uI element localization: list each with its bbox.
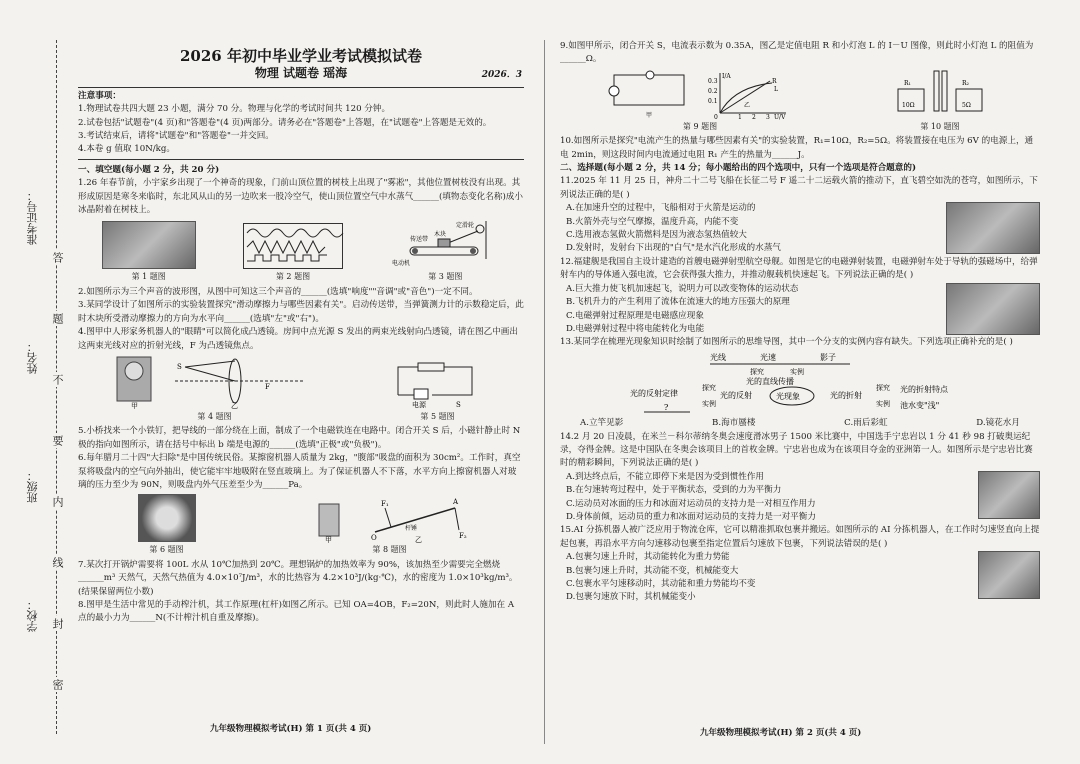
- question-14: 14.2 月 20 日凌晨，在米兰－科尔蒂纳冬奥会速度滑冰男子 1500 米比赛中，中国选手宁忠岩以 1 分 41 秒 98 打破奥运纪录，夺得金牌。这是中国队在冬奥会该项目上的首枚金牌。宁忠岩也成为在该项目夺金的亚洲第一人。如图所示是宁忠岩比赛时的精彩瞬间，下列说法正确的是( ): [560, 431, 1033, 469]
- figure-caption: 第 4 题图: [197, 411, 232, 421]
- mm-example: 实例: [876, 399, 890, 408]
- q11-options: [560, 202, 946, 256]
- q15-options: [560, 551, 978, 605]
- conveyor-diagram: [390, 219, 500, 269]
- notes-heading: 注意事项：: [78, 90, 121, 101]
- robot-arm-photo: [978, 551, 1040, 599]
- figure-6: [138, 494, 196, 556]
- label-5ohm: 5Ω: [962, 101, 971, 109]
- mm-refract-feature: 光的折射特点: [900, 384, 948, 394]
- field-class: 班级：: [26, 470, 39, 503]
- option[interactable]: B.在匀速转弯过程中，处于平衡状态，受到的力为平衡力: [566, 485, 782, 496]
- seal-marks: [50, 250, 64, 692]
- figure-4: [115, 355, 315, 423]
- figure-2: [243, 223, 343, 283]
- field-id: 准考证号：: [26, 190, 39, 245]
- option[interactable]: D.身体前倾，运动员的重力和冰面对运动员的支持力是一对平衡力: [566, 511, 816, 522]
- mm-shadow: 影子: [820, 352, 836, 362]
- label-motor: 电动机: [392, 260, 411, 268]
- notes-box: [78, 87, 524, 160]
- mm-explore: 探究: [750, 367, 764, 376]
- question-8: 8.图甲是生活中常见的手动榨汁机，其工作原理(杠杆)如图乙所示。已知 OA=4OB，F₂=20N，则此时人施加在 A 点的最小力为______N(不计榨汁机自重及摩擦)。: [78, 599, 515, 624]
- axis-u: U/V: [774, 113, 786, 121]
- question-1: 1.26 年春节前，小宇家乡出现了一个神奇的现象，门前山顶位置的树枝上出现了"雾凇"，其他位置树枝没有出现。其形成原因是寒冬来临时，东北风从山的另一边吹来一股冷空气，使山顶位置空气中水蒸气______(填物态变化名称)成小冰晶附着在树枝上。: [78, 178, 523, 216]
- exam-date: 2026．3: [481, 70, 522, 81]
- section-choice: 二、选择题(每小题 2 分，共 14 分；每小题给出的四个选项中，只有一个选项是符合题意的): [560, 163, 917, 174]
- figure-5: [388, 355, 488, 423]
- option[interactable]: A.立竿见影: [580, 418, 624, 429]
- mm-missing: ?: [664, 402, 669, 412]
- q14-block: [560, 471, 1040, 525]
- section-fill-in: 一、填空题(每小题 2 分，共 20 分): [78, 164, 220, 175]
- option[interactable]: D.电磁弹射过程中将电能转化为电能: [566, 323, 705, 334]
- label-yi: 乙: [230, 401, 238, 410]
- label-r: R: [772, 77, 777, 85]
- binding-margin: [0, 0, 70, 764]
- option[interactable]: B.海市蜃楼: [712, 418, 756, 429]
- seal-mark: 要: [51, 435, 64, 446]
- footer-page-2: 九年级物理模拟考试(H) 第 2 页(共 4 页): [700, 728, 862, 738]
- label-switch: S: [455, 400, 461, 409]
- question-2: 2.如图所示为三个声音的波形图，从图中可知这三个声音的______(选填"响度""音调"或"音色")一定不同。: [78, 286, 478, 297]
- label-jia: 甲: [130, 401, 138, 410]
- label-f2: F₂: [458, 532, 467, 541]
- option[interactable]: B.火箭外壳与空气摩擦，温度升高，内能不变: [566, 216, 739, 227]
- label-f: F: [264, 382, 270, 391]
- waveform-diagram: [243, 223, 343, 269]
- q12-options: [560, 283, 946, 337]
- rocket-photo: [946, 202, 1040, 254]
- option[interactable]: D.发射时，发射台下出现的"白气"是水汽化形成的水蒸气: [566, 243, 781, 254]
- question-10: 10.如图所示是探究"电流产生的热量与哪些因素有关"的实验装置，R₁=10Ω，R₂=5Ω。将装置接在电压为 6V 的电源上，通电 2min，则这段时间内电流通过电阻 R₁ 产生的热量为______J。: [560, 136, 1034, 160]
- figure-caption: 第 5 题图: [420, 411, 455, 421]
- tick-02: 0.2: [708, 87, 718, 95]
- figure-9: [610, 69, 790, 133]
- figure-3: [390, 219, 500, 283]
- mm-pool: 池水变"浅": [900, 400, 940, 410]
- label-yi: 乙: [744, 101, 751, 109]
- tick-1: 1: [738, 113, 742, 121]
- label-f1: F₁: [380, 500, 389, 509]
- label-o: O: [370, 534, 377, 543]
- question-13: 13.某同学在梳理光现象知识时绘制了如图所示的思维导图，其中一个分支的实例内容有缺失。下列选项正确补充的是( ): [560, 337, 1013, 348]
- page-2: [560, 40, 1040, 605]
- figure-10: [890, 69, 990, 133]
- option[interactable]: A.在加速升空的过程中，飞船相对于火箭是运动的: [566, 203, 756, 214]
- label-yi: 乙: [414, 536, 422, 545]
- mm-reflect-law: 光的反射定律: [630, 388, 678, 398]
- label-l: L: [774, 85, 778, 93]
- tick-2: 2: [752, 113, 756, 121]
- figure-caption: 第 6 题图: [149, 545, 184, 555]
- lens-diagram: [115, 355, 315, 409]
- note-item: 4.本卷 g 值取 10N/kg。: [78, 144, 175, 155]
- q11-block: [560, 202, 1040, 256]
- electromagnet-diagram: [388, 355, 488, 409]
- note-item: 1.物理试卷共四大题 23 小题，满分 70 分。物理与化学的考试时间共 120 分钟。: [78, 104, 391, 115]
- exam-title: 2026 年初中毕业学业考试模拟试卷: [180, 47, 422, 65]
- robot-photo: [138, 494, 196, 542]
- page-divider: [544, 40, 545, 744]
- label-r2: R₂: [962, 79, 969, 87]
- question-12: 12.福建舰是我国自主设计建造的首艘电磁弹射型航空母舰。如图是它的电磁弹射装置，电磁弹射车处于导轨的强磁场中，给弹射车内的导体通入强电流，它会获得强大推力，并推动舰载机快速起飞。下列说法正确的是( ): [560, 256, 1038, 281]
- skater-photo: [978, 471, 1040, 519]
- q14-options: [560, 471, 978, 525]
- seal-mark: 封: [51, 618, 64, 629]
- figure-caption: 第 2 题图: [275, 272, 311, 282]
- mm-example: 实例: [702, 399, 716, 408]
- label-jia: 甲: [646, 111, 653, 119]
- option[interactable]: B.飞机升力的产生利用了流体在流速大的地方压强大的原理: [566, 297, 790, 308]
- option[interactable]: C.电磁弹射过程原理是电磁感应现象: [566, 310, 704, 321]
- mm-explore: 探究: [876, 383, 890, 392]
- figure-1: [102, 221, 196, 283]
- figure-8: [315, 494, 465, 556]
- q12-block: [560, 283, 1040, 337]
- figures-1-3: [78, 219, 524, 283]
- mm-example: 实例: [790, 367, 804, 376]
- label-jia: 甲: [324, 536, 332, 545]
- label-r1: R₁: [904, 79, 911, 87]
- question-3: 3.某同学设计了如图所示的实验装置探究"滑动摩擦力与哪些因素有关"。启动传送带，当弹簧测力计的示数稳定后，此时木块所受滑动摩擦力的方向为水平向______(选填"左"或"右")。: [78, 300, 524, 324]
- figures-9-10: [560, 69, 1040, 133]
- axis-i: I/A: [722, 72, 731, 80]
- option[interactable]: C.运动员对冰面的压力和冰面对运动员的支持力是一对相互作用力: [566, 498, 816, 509]
- note-item: 3.考试结束后，请将"试题卷"和"答题卷"一并交回。: [78, 131, 274, 142]
- figure-caption: 第 3 题图: [428, 272, 463, 282]
- figures-6-8: [78, 494, 524, 556]
- label-block: 木块: [434, 231, 447, 239]
- mindmap-diagram: [560, 350, 1040, 412]
- mm-straight: 光的直线传播: [746, 376, 794, 386]
- page-1: [78, 44, 524, 626]
- figure-caption: 第 1 题图: [131, 272, 166, 282]
- option[interactable]: A.到达终点后，不能立即停下来是因为受到惯性作用: [566, 471, 765, 482]
- seal-mark: 密: [51, 679, 64, 690]
- footer-page-1: 九年级物理模拟考试(H) 第 1 页(共 4 页): [210, 724, 372, 734]
- question-5: 5.小桥找来一个小铁钉，把导线的一部分绕在上面，制成了一个电磁铁连在电路中。闭合开关 S 后，小磁针静止时 N 极的指向如图所示，请在括号中标出 b 端是电源的______(选填"正极"或"负极")。: [78, 426, 521, 450]
- exam-subtitle: [78, 67, 524, 80]
- figures-4-5: [78, 355, 524, 423]
- question-15: 15.AI 分拣机器人被广泛应用于物流仓库，它可以精准抓取包裹并搬运。如图所示的 AI 分拣机器人，在工作时匀速竖直向上提起包裹，再沿水平方向匀速移动包裹至指定位置后匀速放下包裹，下列说法错误的是( ): [560, 525, 1040, 549]
- frost-photo: [102, 221, 196, 269]
- seal-mark: 线: [51, 557, 64, 568]
- student-info-fields: [20, 190, 46, 632]
- option[interactable]: C.包裹水平匀速移动时，其动能和重力势能均不变: [566, 579, 756, 589]
- question-11: 11.2025 年 11 月 25 日，神舟二十二号飞船在长征二号 F 遥二十二运载火箭的推动下，直飞碧空如洗的苍穹，如图所示，下列说法正确的是( ): [560, 176, 1038, 200]
- question-9: 9.如图甲所示，闭合开关 S，电流表示数为 0.35A，图乙是定值电阻 R 和小灯泡 L 的 I－U 图像，则此时小灯泡 L 的阻值为______Ω。: [560, 41, 1034, 65]
- note-item: 2.试卷包括"试题卷"(4 页)和"答题卷"(4 页)两部分。请务必在"答题卷"上答题，在"试题卷"上答题是无效的。: [78, 117, 492, 128]
- seal-mark: 答: [51, 252, 64, 263]
- tick-03: 0.3: [708, 77, 718, 85]
- question-6: 6.每年腊月二十四"大扫除"是中国传统民俗。某擦窗机器人质量为 2kg，"腹部"吸盘的面积为 30cm²。工作时，真空泵将吸盘内的空气向外抽出，使它能牢牢地吸附在竖直玻璃上。为了保证机器人不下落，水平方向上擦窗机器人对玻璃的压力至少为 90N，则吸盘内外气压差至少为______Pa。: [78, 453, 521, 490]
- mm-reflect: 光的反射: [720, 390, 752, 400]
- label-pulley: 定滑轮: [456, 222, 475, 230]
- option[interactable]: D.镜花水月: [976, 418, 1020, 429]
- seal-mark: 题: [51, 313, 64, 324]
- label-power: 电源: [411, 400, 426, 409]
- option[interactable]: C.雨后彩虹: [844, 418, 888, 429]
- label-a: A: [452, 498, 458, 507]
- mm-refract: 光的折射: [830, 390, 862, 400]
- mm-light: 光现象: [776, 391, 800, 401]
- option[interactable]: C.选用液态氢做火箭燃料是因为液态氢热值较大: [566, 230, 747, 241]
- label-rod: 杆锤: [404, 525, 417, 533]
- option[interactable]: D.包裹匀速放下时，其机械能变小: [566, 592, 696, 603]
- q15-block: [560, 551, 1040, 605]
- lever-diagram: [315, 494, 467, 545]
- label-s: S: [176, 362, 182, 371]
- tick-0: 0: [714, 113, 718, 121]
- tick-3: 3: [766, 113, 770, 121]
- field-school: 学校：: [26, 599, 39, 632]
- iu-graph-diagram: [610, 69, 790, 119]
- label-belt: 传送带: [410, 236, 429, 244]
- subtitle-text: 物理 试题卷 瑶海: [254, 66, 348, 81]
- figure-caption: 第 9 题图: [682, 121, 718, 131]
- seal-mark: 内: [51, 496, 64, 507]
- question-4: 4.图甲中人形家务机器人的"眼睛"可以简化成凸透镜。房间中点光源 S 发出的两束光线射向凸透镜，请在图乙中画出这两束光线对应的折射光线，F 为凸透镜焦点。: [78, 327, 518, 351]
- option[interactable]: A.巨大推力使飞机加速起飞，说明力可以改变物体的运动状态: [566, 283, 799, 294]
- joule-heating-diagram: [890, 69, 990, 119]
- mm-ray: 光线: [710, 352, 726, 362]
- field-name: 姓名：: [26, 341, 39, 374]
- tick-01: 0.1: [708, 97, 718, 105]
- option[interactable]: A.包裹匀速上升时，其动能转化为重力势能: [566, 552, 730, 563]
- figure-caption: 第 10 题图: [920, 121, 960, 131]
- carrier-photo: [946, 283, 1040, 335]
- option[interactable]: B.包裹匀速上升时，其动能不变，机械能变大: [566, 565, 739, 576]
- mm-speed: 光速: [760, 352, 776, 362]
- q13-options: [560, 417, 1040, 430]
- seal-mark: 不: [51, 374, 64, 385]
- label-10ohm: 10Ω: [902, 101, 915, 109]
- question-7: 7.某次打开锅炉需要将 100L 水从 10℃加热到 20℃。理想锅炉的加热效率为 90%，该加热至少需要完全燃烧______m³ 天然气，天然气热值为 4.0×10⁷J/m³，水的比热容为 4.2×10³J/(kg·℃)，水的密度为 1.0×10³kg/m³。(结果保留两位小数): [78, 559, 518, 597]
- mm-explore: 探究: [702, 383, 716, 392]
- figure-caption: 第 8 题图: [372, 545, 407, 555]
